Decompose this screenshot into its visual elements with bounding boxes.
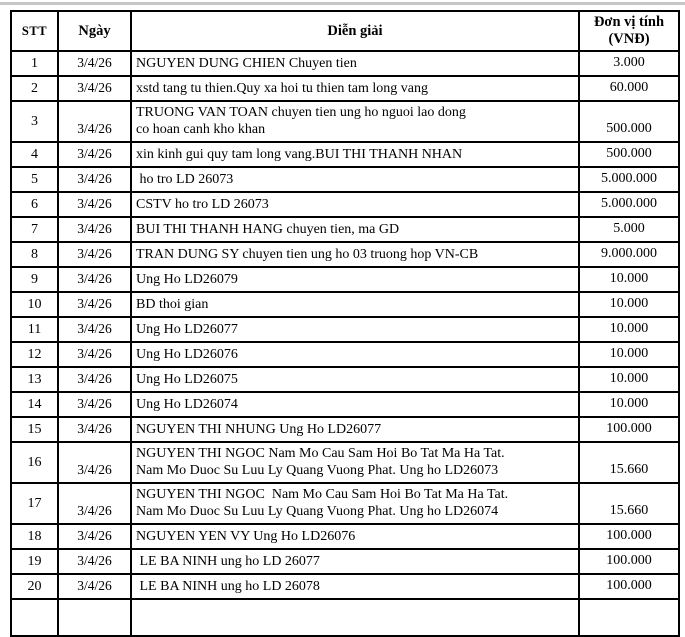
column-header-date: Ngày — [58, 11, 131, 51]
cell-amount: 9.000.000 — [579, 242, 679, 267]
table-row — [11, 549, 679, 574]
cell-amount: 15.660 — [579, 483, 679, 524]
cell-date: 3/4/26 — [58, 574, 131, 599]
description-line: xin kinh gui quy tam long vang.BUI THI THANH NHAN — [136, 147, 463, 162]
cell-amount — [579, 599, 679, 636]
cell-date: 3/4/26 — [58, 267, 131, 292]
cell-stt: 6 — [11, 192, 58, 217]
cell-description — [131, 417, 579, 442]
cell-stt: 9 — [11, 267, 58, 292]
cell-stt: 13 — [11, 367, 58, 392]
description-line: NGUYEN THI NGOC Nam Mo Cau Sam Hoi Bo Tat Ma Ha Tat. — [136, 487, 509, 502]
table-row — [11, 192, 679, 217]
cell-description — [131, 101, 579, 142]
cell-amount: 5.000.000 — [579, 167, 679, 192]
description-line: TRUONG VAN TOAN chuyen tien ung ho nguoi lao dong — [136, 105, 466, 120]
table-row — [11, 483, 679, 524]
description-line: BD thoi gian — [136, 297, 209, 312]
column-header-unit-line1: Đơn vị tính — [593, 14, 665, 30]
table-row — [11, 574, 679, 599]
description-line: TRAN DUNG SY chuyen tien ung ho 03 truong hop VN-CB — [136, 247, 479, 262]
cell-stt: 2 — [11, 76, 58, 101]
cell-date: 3/4/26 — [58, 101, 131, 142]
table-row — [11, 367, 679, 392]
description-line: co hoan canh kho khan — [136, 122, 266, 137]
description-line: NGUYEN THI NHUNG Ung Ho LD26077 — [136, 422, 382, 437]
cell-description — [131, 483, 579, 524]
cell-amount: 10.000 — [579, 392, 679, 417]
description-line: xstd tang tu thien.Quy xa hoi tu thien tam long vang — [136, 81, 429, 96]
table-row — [11, 442, 679, 483]
cell-stt: 20 — [11, 574, 58, 599]
table-row — [11, 317, 679, 342]
cell-description — [131, 217, 579, 242]
cell-stt: 19 — [11, 549, 58, 574]
description-line: ho tro LD 26073 — [136, 172, 234, 187]
cell-stt: 18 — [11, 524, 58, 549]
cell-description — [131, 267, 579, 292]
cell-description — [131, 51, 579, 76]
cell-description — [131, 167, 579, 192]
cell-date: 3/4/26 — [58, 367, 131, 392]
cell-date: 3/4/26 — [58, 524, 131, 549]
cell-date: 3/4/26 — [58, 417, 131, 442]
column-header-unit — [579, 11, 679, 51]
table-row — [11, 267, 679, 292]
table-row — [11, 417, 679, 442]
cell-stt: 1 — [11, 51, 58, 76]
description-line: Nam Mo Duoc Su Luu Ly Quang Vuong Phat. Ung ho LD26073 — [136, 463, 499, 478]
table-row — [11, 51, 679, 76]
cell-amount: 500.000 — [579, 142, 679, 167]
table-row — [11, 167, 679, 192]
description-line: CSTV ho tro LD 26073 — [136, 197, 269, 212]
cell-date: 3/4/26 — [58, 167, 131, 192]
cell-amount: 3.000 — [579, 51, 679, 76]
cell-description — [131, 342, 579, 367]
cell-description — [131, 367, 579, 392]
description-line: Ung Ho LD26074 — [136, 397, 238, 412]
table-row — [11, 292, 679, 317]
cell-amount: 15.660 — [579, 442, 679, 483]
cell-date: 3/4/26 — [58, 76, 131, 101]
cell-description — [131, 549, 579, 574]
cell-stt: 16 — [11, 442, 58, 483]
cell-date: 3/4/26 — [58, 442, 131, 483]
cell-amount: 5.000.000 — [579, 192, 679, 217]
cell-date: 3/4/26 — [58, 142, 131, 167]
cell-description — [131, 142, 579, 167]
description-line: Nam Mo Duoc Su Luu Ly Quang Vuong Phat. Ung ho LD26074 — [136, 504, 499, 519]
cell-stt: 5 — [11, 167, 58, 192]
cell-amount: 100.000 — [579, 417, 679, 442]
cell-stt: 3 — [11, 101, 58, 142]
description-line: Ung Ho LD26077 — [136, 322, 238, 337]
cell-stt: 14 — [11, 392, 58, 417]
cell-stt: 12 — [11, 342, 58, 367]
cell-description — [131, 599, 579, 636]
cell-date: 3/4/26 — [58, 217, 131, 242]
table-row — [11, 342, 679, 367]
table-row — [11, 392, 679, 417]
column-header-description: Diễn giải — [131, 11, 579, 51]
cell-amount: 10.000 — [579, 267, 679, 292]
cell-description — [131, 392, 579, 417]
cell-description — [131, 524, 579, 549]
cell-amount: 100.000 — [579, 524, 679, 549]
cell-date: 3/4/26 — [58, 51, 131, 76]
cell-stt: 8 — [11, 242, 58, 267]
cell-date: 3/4/26 — [58, 342, 131, 367]
cell-amount: 500.000 — [579, 101, 679, 142]
description-line: NGUYEN DUNG CHIEN Chuyen tien — [136, 56, 357, 71]
description-line: Ung Ho LD26079 — [136, 272, 238, 287]
cell-description — [131, 317, 579, 342]
cell-description — [131, 192, 579, 217]
table-row — [11, 524, 679, 549]
cell-amount: 10.000 — [579, 367, 679, 392]
cell-date: 3/4/26 — [58, 483, 131, 524]
column-header-unit-line2: (VNĐ) — [608, 31, 650, 47]
cell-amount: 5.000 — [579, 217, 679, 242]
table-row — [11, 142, 679, 167]
cell-description — [131, 442, 579, 483]
description-line: BUI THI THANH HANG chuyen tien, ma GD — [136, 222, 400, 237]
cell-stt: 10 — [11, 292, 58, 317]
cell-amount: 60.000 — [579, 76, 679, 101]
table-row — [11, 101, 679, 142]
cell-date: 3/4/26 — [58, 392, 131, 417]
table-row — [11, 242, 679, 267]
description-line: NGUYEN YEN VY Ung Ho LD26076 — [136, 529, 356, 544]
cell-date: 3/4/26 — [58, 317, 131, 342]
cell-amount: 100.000 — [579, 549, 679, 574]
description-line: LE BA NINH ung ho LD 26077 — [136, 554, 320, 569]
cell-description — [131, 76, 579, 101]
cell-description — [131, 574, 579, 599]
description-line: LE BA NINH ung ho LD 26078 — [136, 579, 320, 594]
cell-date: 3/4/26 — [58, 242, 131, 267]
partial-next-row — [11, 599, 679, 636]
header-row — [11, 11, 679, 51]
cell-amount: 100.000 — [579, 574, 679, 599]
cell-stt — [11, 599, 58, 636]
cell-amount: 10.000 — [579, 342, 679, 367]
description-line: Ung Ho LD26075 — [136, 372, 238, 387]
cell-stt: 4 — [11, 142, 58, 167]
cell-date — [58, 599, 131, 636]
top-divider-line — [0, 2, 685, 5]
description-line: Ung Ho LD26076 — [136, 347, 238, 362]
cell-stt: 15 — [11, 417, 58, 442]
cell-date: 3/4/26 — [58, 549, 131, 574]
cell-stt: 11 — [11, 317, 58, 342]
table-row — [11, 217, 679, 242]
cell-stt: 17 — [11, 483, 58, 524]
table-row — [11, 76, 679, 101]
column-header-stt: STT — [11, 11, 58, 51]
cell-date: 3/4/26 — [58, 192, 131, 217]
cell-amount: 10.000 — [579, 292, 679, 317]
description-line: NGUYEN THI NGOC Nam Mo Cau Sam Hoi Bo Tat Ma Ha Tat. — [136, 446, 505, 461]
cell-stt: 7 — [11, 217, 58, 242]
cell-date: 3/4/26 — [58, 292, 131, 317]
cell-amount: 10.000 — [579, 317, 679, 342]
cell-description — [131, 292, 579, 317]
donation-ledger-table — [10, 10, 680, 637]
cell-description — [131, 242, 579, 267]
